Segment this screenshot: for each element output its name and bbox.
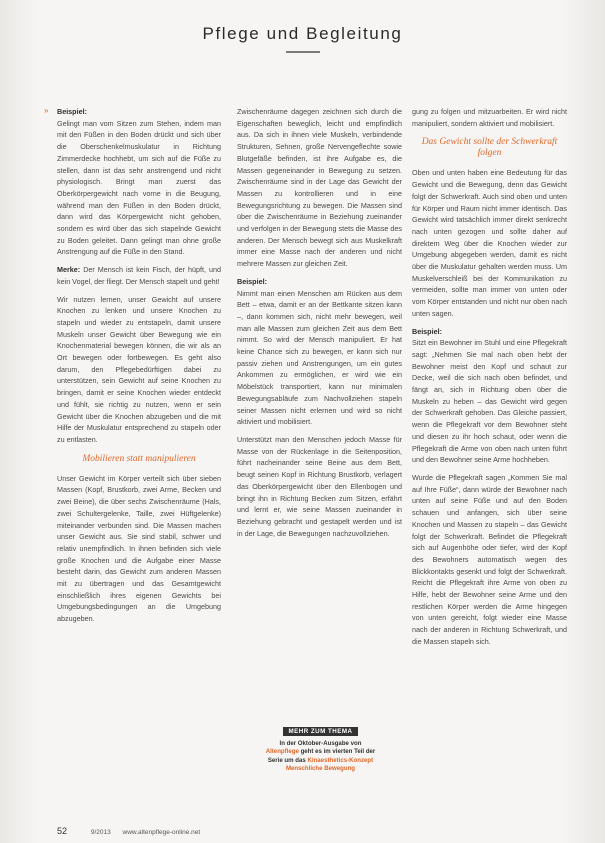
column-3 xyxy=(412,106,567,654)
issue-label: 9/2013 xyxy=(90,829,111,836)
more-info-line: Menschliche Bewegung xyxy=(285,765,356,773)
topic-name: Kinaesthetics-Konzept xyxy=(307,756,374,764)
example-label: Beispiel: xyxy=(237,276,267,286)
title-underline xyxy=(286,51,320,53)
more-info-line: Altenpflege geht es im vierten Teil der xyxy=(265,748,376,756)
example-paragraph xyxy=(57,106,221,258)
section-subhead: Mobilieren statt manipulieren xyxy=(82,453,196,464)
bullet-arrow-icon: » xyxy=(44,106,49,115)
body-paragraph: Oben und unten haben eine Bedeutung für das Gewicht und die Bewegung, denn das Gewicht folgt der Schwerkraft. Auch sind oben und unten für Körper und Raum nicht immer identisch. Das Gewicht wird tatsächlich immer direkt senkrecht nach unten gezogen und sollte daher auf direktem Weg über die Knochen wieder zur Umgebung abgegeben werden, damit es nicht über die Muskulatur gehalten werden muss. Um Muskelverschleiß bei der Kommunikation zu vermeiden, sollte man immer von unten oder vom Körper entstanden und nicht nur oben nach unten sagen. xyxy=(412,168,567,318)
body-paragraph: Wurde die Pflegekraft sagen „Kommen Sie mal auf Ihre Füße“, dann würde der Bewohner nach unten auf seine Füße und auf den Boden schauen und anfangen, sich über seine Knochen und Massen zu stapeln – das Gewicht folgt der Schwerkraft. Befindet die Pflegekraft sich auf Augenhöhe oder tiefer, wird der Kopf des Bewohners automatisch wegen des Blickkontakts gesenkt und folgt der Schwerkraft. Reicht die Pflegekraft ihre Arme von oben zu Hilfe, hebt der Bewohner seine Arme und den restlichen Körper werden die Arme hingegen von unten gereicht, folgt wieder eine Masse nach der anderen in Richtung Schwerkraft, und die Massen stapeln sich. xyxy=(412,472,567,646)
example-text: Gelingt man vom Sitzen zum Stehen, indem man mit den Füßen in den Boden drückt und sich über die Oberschenkelmuskulatur in Richtung Zimmerdecke hochhebt, um sich auf die Füße zu stellen, dann ist das sehr anstrengend und nicht physiologisch. Bringt man zuerst das Oberkörpergewicht nach vorne in die Beugung, während man den Füßen in den Boden drückt, dann wird das Körpergewicht nicht gehoben, sondern es wird über das sich stapelnde Gewicht zu Boden geleitet. Dann gelingt man ohne große Anstrengung auf die Füße in den Stand. xyxy=(57,118,221,257)
example-text: Nimmt man einen Menschen am Rücken aus dem Bett – etwa, damit er an der Bettkante sitzen kann –, dann kommen sich, nicht mehr bewegen, weil man alle Massen zum gleichen Zeit aus dem Bett nimmt. So wird der Mensch manipuliert. Er hat keine Chance sich zu bewegen, er kann sich nur passiv ziehen und Anstrengungen, um ein gutes Ankommen zu ermöglichen, er wird wie ein Möbelstück transportiert, kann nur minimalen Bewegungsabläufe zum Nachvollziehen stapeln seiner Massen nicht erlernen und wird so nicht aktiviert und mobilisiert. xyxy=(237,288,402,427)
website-url: www.altenpflege-online.net xyxy=(122,829,201,836)
more-info-label: MEHR ZUM THEMA xyxy=(283,727,357,736)
merke-paragraph xyxy=(57,264,221,287)
body-paragraph: Unser Gewicht im Körper verteilt sich über sieben Massen (Kopf, Brustkorb, zwei Arme, Becken und zwei Beine), die über sechs Zwischenräume (Hals, zwei Schultergelenke, Taille, zwei Hüftgelenke) miteinander verbunden sind. Die Massen machen unser Gewicht aus. Sie sind stabil, schwer und relativ unempfindlich. In ihnen befinden sich viele große Knochen und die Aufgabe einer Masse besteht darin, das Gewicht zum anderen Massen mit zu übertragen und das Gesamtgewicht einschließlich ihres eigenen Gewichts bei Umgebungsbedingungen an die Umgebung abzugeben. xyxy=(57,473,221,624)
section-subhead: Das Gewicht sollte der Schwerkraft folgen xyxy=(421,137,558,159)
more-info-line: In der Oktober-Ausgabe von xyxy=(279,740,362,747)
example-paragraph xyxy=(237,276,402,428)
more-info-box xyxy=(263,720,378,774)
body-paragraph: Zwischenräume dagegen zeichnen sich durch die Eigenschaften beweglich, leicht und empfindlich aus. Da sich in ihnen viele Muskeln, verbindende Strukturen, Sehnen, große Nervengeflechte sowie Blutgefäße befinden, ist ihre Aufgabe es, die Massen gegeneinander in Bewegung zu setzen. Zwischenräume sind in der Lage das Gewicht der Massen zu kontrollieren und in eine Bewegungsrichtung zu bewegen. Die Massen sind über die Zwischenräume in Beziehung zueinander und verfolgen in der Bewegung stets die Masse des anderen. Der Mensch bewegt sich aus Muskelkraft immer eine Masse nach der anderen und nicht mehrere Massen zur gleichen Zeit. xyxy=(237,107,403,269)
body-paragraph: Unterstützt man den Menschen jedoch Masse für Masse von der Rückenlage in die Seitenposition, führt nacheinander seine Beine aus dem Bett, beugt seinen Kopf in Richtung Brustkorb, verlagert das Oberkörpergewicht über den Ellenbogen und bringt ihn in Richtung Becken zum Sitzen, erfährt und lernt er, wie seine Massen zueinander in Beziehung gebracht und gestapelt werden und ist in der Lage, die Bewegungen nachzuvollziehen. xyxy=(237,434,402,538)
page-number: 52 xyxy=(57,826,68,836)
body-paragraph: Wir nutzen lernen, unser Gewicht auf unsere Knochen zu lenken und unsere Knochen zu stapeln und wieder zu entstapeln, damit unsere Muskeln unser Gewicht über Bewegung wie ein Knochenmaterial bewegen können, die wir als an Ort bewegen oder fortbewegen. Es geht also darum, den Pflegebedürftigen dabei zu unterstützen, sein Gewicht auf seine Knochen zu bringen, damit er seine Knochen wieder entdeckt und fühlt, sie richtig zu nutzen, wenn er sein Gewicht über die Knochen abzugeben und die mit Hilfe der Muskulatur entsprechend zu stapeln oder zu entlasten. xyxy=(57,294,221,444)
merke-text: Der Mensch ist kein Fisch, der hüpft, und kein Vogel, der fliegt. Der Mensch stapelt und geht! xyxy=(57,265,221,286)
more-info-line: Serie um das Kinaesthetics-Konzept xyxy=(267,756,374,764)
example-text: Sitzt ein Bewohner im Stuhl und eine Pflegekraft sagt: „Nehmen Sie mal nach oben hebt der Bewohner meist den Kopf und schaut zur Decke, weil die sich nach oben befindet, und fängt an, sich in Richtung oben über die Muskeln zu heben – das Gewicht wird gegen der Schwerkraft gehoben. Das Gleiche passiert, wenn die Pflegekraft vor dem Bewohner steht und diesen zu ihr hoch schaut, oder wenn die Pflegekraft die Arme von oben nach unten führt und den Bewohner seine Arme hochheben. xyxy=(412,338,567,465)
more-info-text xyxy=(263,740,378,774)
example-paragraph xyxy=(412,326,567,466)
merke-label: Merke: xyxy=(57,265,81,275)
column-1 xyxy=(57,106,221,631)
column-2 xyxy=(237,106,402,545)
body-paragraph: gung zu folgen und mitzuarbeiten. Er wird nicht manipuliert, sondern aktiviert und mobilisiert. xyxy=(412,107,567,128)
page-title: Pflege und Begleitung xyxy=(202,24,403,43)
example-label: Beispiel: xyxy=(57,107,87,116)
example-label: Beispiel: xyxy=(412,326,442,336)
page-footer xyxy=(57,826,200,836)
brand-name: Altenpflege xyxy=(265,748,299,756)
